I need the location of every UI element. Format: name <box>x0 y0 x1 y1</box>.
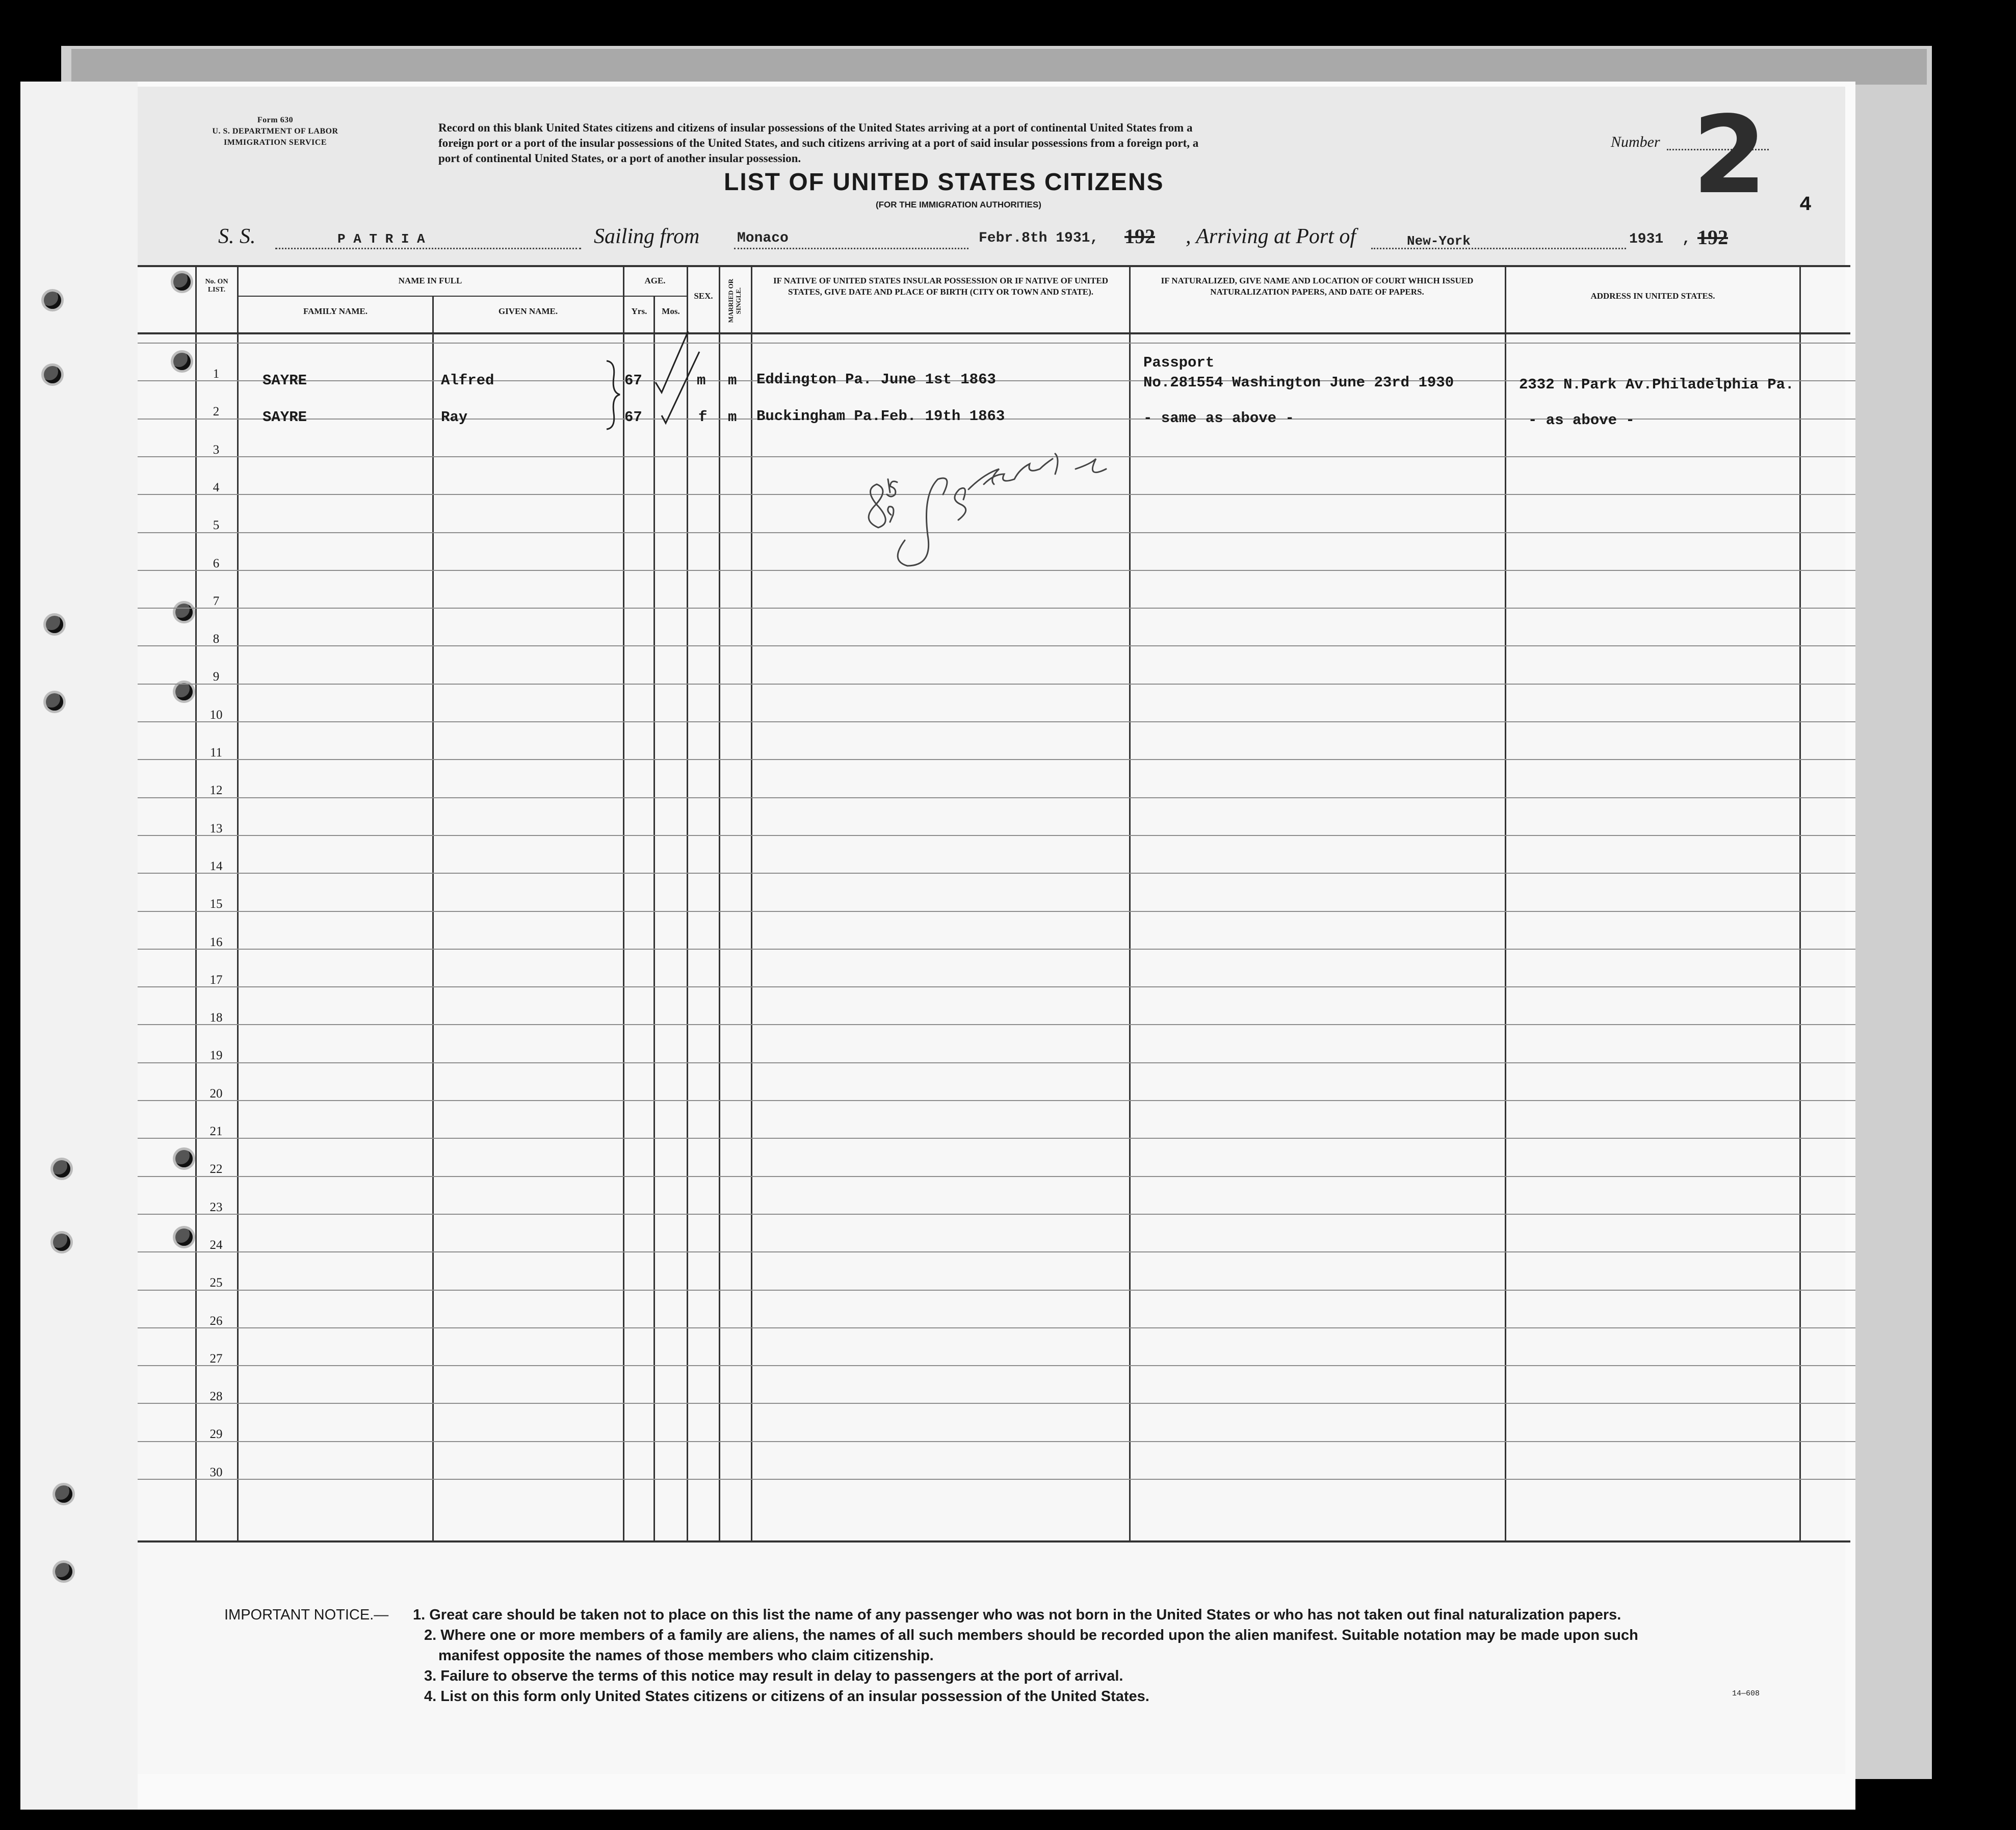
col-header-no: No. ON LIST. <box>205 278 228 294</box>
instructions-line: foreign port or a port of the insular possessions of the United States, and such citizens arriving at a port of said insular possessions from a foreign port, a <box>438 137 1199 149</box>
naturalization-line1: Passport <box>1143 354 1215 371</box>
col-header-address: ADDRESS IN UNITED STATES. <box>1590 291 1715 301</box>
ship-underline <box>275 248 581 249</box>
row-number: 30 <box>210 1466 223 1479</box>
table-bottom-border <box>138 1540 1850 1543</box>
binder-hole <box>44 366 61 383</box>
row-number: 3 <box>213 443 220 457</box>
row-number: 1 <box>213 367 220 381</box>
row-number: 4 <box>213 481 220 494</box>
row-number: 8 <box>213 632 220 646</box>
col-divider <box>719 266 720 1540</box>
notice-item: 1. Great care should be taken not to place on this list the name of any passenger who was not born in the United States or who has not taken out final naturalization papers. <box>413 1607 1621 1623</box>
form-area <box>138 87 1845 1774</box>
binder-hole <box>55 1563 72 1580</box>
col-header-age: AGE. <box>644 276 666 285</box>
binding-margin <box>20 82 138 1810</box>
col-header-native: IF NATIVE OF UNITED STATES INSULAR POSSESSION OR IF NATIVE OF UNITED STATES, GIVE DATE AND PLACE OF BIRTH (CITY OR TOWN AND STATE). <box>773 276 1108 297</box>
row-number: 19 <box>210 1049 223 1062</box>
row-number: 2 <box>213 405 220 419</box>
col-divider <box>237 266 239 1540</box>
col-header-naturalized: IF NATURALIZED, GIVE NAME AND LOCATION OF COURT WHICH ISSUED NATURALIZATION PAPERS, AND DATE OF PAPERS. <box>1161 276 1474 297</box>
struck-year: 192 <box>1697 226 1728 249</box>
binder-hole <box>46 693 63 711</box>
row-number: 10 <box>210 708 223 722</box>
row-rule <box>138 873 1855 874</box>
given-name: Ray <box>441 409 468 426</box>
row-number: 23 <box>210 1200 223 1214</box>
row-number: 21 <box>210 1125 223 1138</box>
col-divider <box>653 296 655 1540</box>
row-number: 18 <box>210 1011 223 1025</box>
row-rule <box>138 835 1855 836</box>
row-rule <box>138 1403 1855 1404</box>
row-number: 20 <box>210 1087 223 1101</box>
age-yrs: 67 <box>624 409 642 426</box>
row-rule <box>138 1138 1855 1139</box>
address: 2332 N.Park Av.Philadelphia Pa. <box>1519 376 1794 393</box>
binder-hole <box>175 1150 193 1167</box>
binder-hole <box>55 1485 72 1503</box>
arriving-label: , Arriving at Port of <box>1186 225 1356 248</box>
binder-hole <box>175 604 193 621</box>
col-divider <box>751 266 752 1540</box>
row-number: 26 <box>210 1314 223 1328</box>
page-title: LIST OF UNITED STATES CITIZENS <box>724 169 1164 196</box>
sex: f <box>698 409 708 426</box>
department: U. S. DEPARTMENT OF LABOR <box>212 127 338 136</box>
notice-item: 4. List on this form only United States citizens or citizens of an insular possession of the United States. <box>424 1688 1149 1705</box>
family-name: SAYRE <box>263 372 307 389</box>
row-rule <box>138 684 1855 685</box>
row-rule <box>138 1441 1855 1442</box>
family-name: SAYRE <box>263 409 307 426</box>
row-rule <box>138 759 1855 760</box>
binder-hole <box>53 1234 70 1251</box>
row-rule <box>138 343 1855 344</box>
row-rule <box>138 797 1855 798</box>
col-divider <box>687 266 688 1540</box>
row-rule <box>138 986 1855 987</box>
col-divider <box>1799 266 1801 1540</box>
name-subhead-line <box>237 296 686 297</box>
col-divider <box>195 266 197 1540</box>
row-rule <box>138 1479 1855 1480</box>
row-rule <box>138 1290 1855 1291</box>
col-divider <box>432 296 434 1540</box>
binder-hole <box>175 683 193 700</box>
row-number: 27 <box>210 1352 223 1366</box>
address: - as above - <box>1528 412 1635 429</box>
col-header-mos: Mos. <box>662 306 680 316</box>
sailing-port-underline <box>734 248 968 249</box>
row-number: 25 <box>210 1276 223 1290</box>
form-number: Form 630 <box>257 116 294 124</box>
page-subtitle: (FOR THE IMMIGRATION AUTHORITIES) <box>876 200 1041 210</box>
header-bottom-border <box>138 332 1850 334</box>
checkmark-icon <box>652 321 709 433</box>
age-subhead-line <box>623 296 688 297</box>
row-rule <box>138 1251 1855 1252</box>
page-number: 4 <box>1799 194 1812 217</box>
binder-hole <box>44 292 61 309</box>
sailing-date: Febr.8th 1931, <box>979 230 1099 246</box>
row-number: 24 <box>210 1238 223 1252</box>
instructions-line: Record on this blank United States citizens and citizens of insular possessions of the United States arriving at a port of continental United States from a <box>438 121 1193 134</box>
row-number: 15 <box>210 897 223 911</box>
binder-hole <box>173 353 191 370</box>
row-rule <box>138 1062 1855 1063</box>
row-rule <box>138 1327 1855 1328</box>
notice-heading: IMPORTANT NOTICE.— <box>224 1607 389 1623</box>
birth: Eddington Pa. June 1st 1863 <box>756 371 996 388</box>
col-header-family-name: FAMILY NAME. <box>303 306 368 316</box>
col-header-name: NAME IN FULL <box>398 276 462 285</box>
notice-item: 3. Failure to observe the terms of this notice may result in delay to passengers at the port of arrival. <box>424 1668 1123 1684</box>
binder-hole <box>175 1228 193 1246</box>
back-sheet-edge <box>71 49 1927 85</box>
footer-code: 14—608 <box>1732 1689 1760 1698</box>
birth: Buckingham Pa.Feb. 19th 1863 <box>756 408 1005 425</box>
row-rule <box>138 1176 1855 1177</box>
given-name: Alfred <box>441 372 494 389</box>
sailing-port: Monaco <box>737 230 789 246</box>
marital: m <box>728 409 737 426</box>
row-number: 13 <box>210 822 223 835</box>
row-rule <box>138 645 1855 646</box>
col-header-sex: SEX. <box>694 291 713 301</box>
row-number: 9 <box>213 670 220 684</box>
struck-year: 192 <box>1124 225 1155 248</box>
instructions <box>438 120 1560 166</box>
row-rule <box>138 1214 1855 1215</box>
row-number: 29 <box>210 1427 223 1441</box>
age-yrs: 67 <box>624 372 642 389</box>
row-number: 7 <box>213 594 220 608</box>
col-header-yrs: Yrs. <box>631 306 647 316</box>
row-number: 11 <box>210 746 223 760</box>
ss-label: S. S. <box>218 225 256 248</box>
col-divider <box>1505 266 1506 1540</box>
handwritten-annotation <box>861 438 1137 607</box>
table-top-border <box>138 265 1850 267</box>
row-rule <box>138 949 1855 950</box>
row-number: 14 <box>210 859 223 873</box>
row-rule <box>138 911 1855 912</box>
naturalization-line2: No.281554 Washington June 23rd 1930 <box>1143 374 1454 391</box>
instructions-line: port of continental United States, or a port of another insular possession. <box>438 152 801 165</box>
row-number: 17 <box>210 973 223 987</box>
row-rule <box>138 1365 1855 1366</box>
family-brace-icon <box>601 357 627 433</box>
row-number: 16 <box>210 935 223 949</box>
col-divider <box>623 266 624 1540</box>
sex: m <box>697 372 706 389</box>
row-rule <box>138 1100 1855 1101</box>
row-number: 5 <box>213 518 220 532</box>
row-rule <box>138 721 1855 722</box>
row-rule <box>138 608 1855 609</box>
notice-item: 2. Where one or more members of a family are aliens, the names of all such members should be recorded upon the alien manifest. Suitable notation may be made upon such <box>424 1627 1638 1643</box>
row-number: 22 <box>210 1162 223 1176</box>
row-number: 28 <box>210 1390 223 1403</box>
row-number: 6 <box>213 557 220 570</box>
marital: m <box>728 372 737 389</box>
binder-hole <box>173 273 191 291</box>
number-label: Number <box>1611 134 1660 150</box>
service: IMMIGRATION SERVICE <box>224 138 327 147</box>
row-rule <box>138 1024 1855 1025</box>
binder-hole <box>53 1160 70 1178</box>
arrival-year: 1931 <box>1629 231 1664 247</box>
list-number: 2 <box>1692 93 1767 218</box>
row-number: 12 <box>210 783 223 797</box>
sailing-label: Sailing from <box>594 225 700 248</box>
binder-hole <box>46 616 63 633</box>
naturalization-line1: - same as above - <box>1143 410 1294 427</box>
ship-name: P A T R I A <box>337 231 425 247</box>
col-header-marital: MARRIED OR SINGLE. <box>727 278 742 323</box>
col-header-given-name: GIVEN NAME. <box>498 306 558 316</box>
arrival-port: New-York <box>1407 233 1471 249</box>
notice-item: manifest opposite the names of those members who claim citizenship. <box>438 1648 934 1664</box>
comma: , <box>1682 231 1691 247</box>
